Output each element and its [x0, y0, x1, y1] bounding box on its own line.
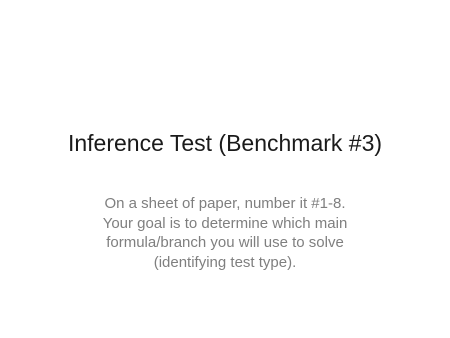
body-line: formula/branch you will use to solve [106, 234, 344, 251]
body-line: On a sheet of paper, number it #1-8. [104, 195, 346, 212]
slide-body-text [45, 194, 405, 272]
body-line: (identifying test type). [153, 253, 297, 271]
slide-title: Inference Test (Benchmark #3) [67, 130, 383, 156]
body-line: Your goal is to determine which main [102, 214, 348, 232]
